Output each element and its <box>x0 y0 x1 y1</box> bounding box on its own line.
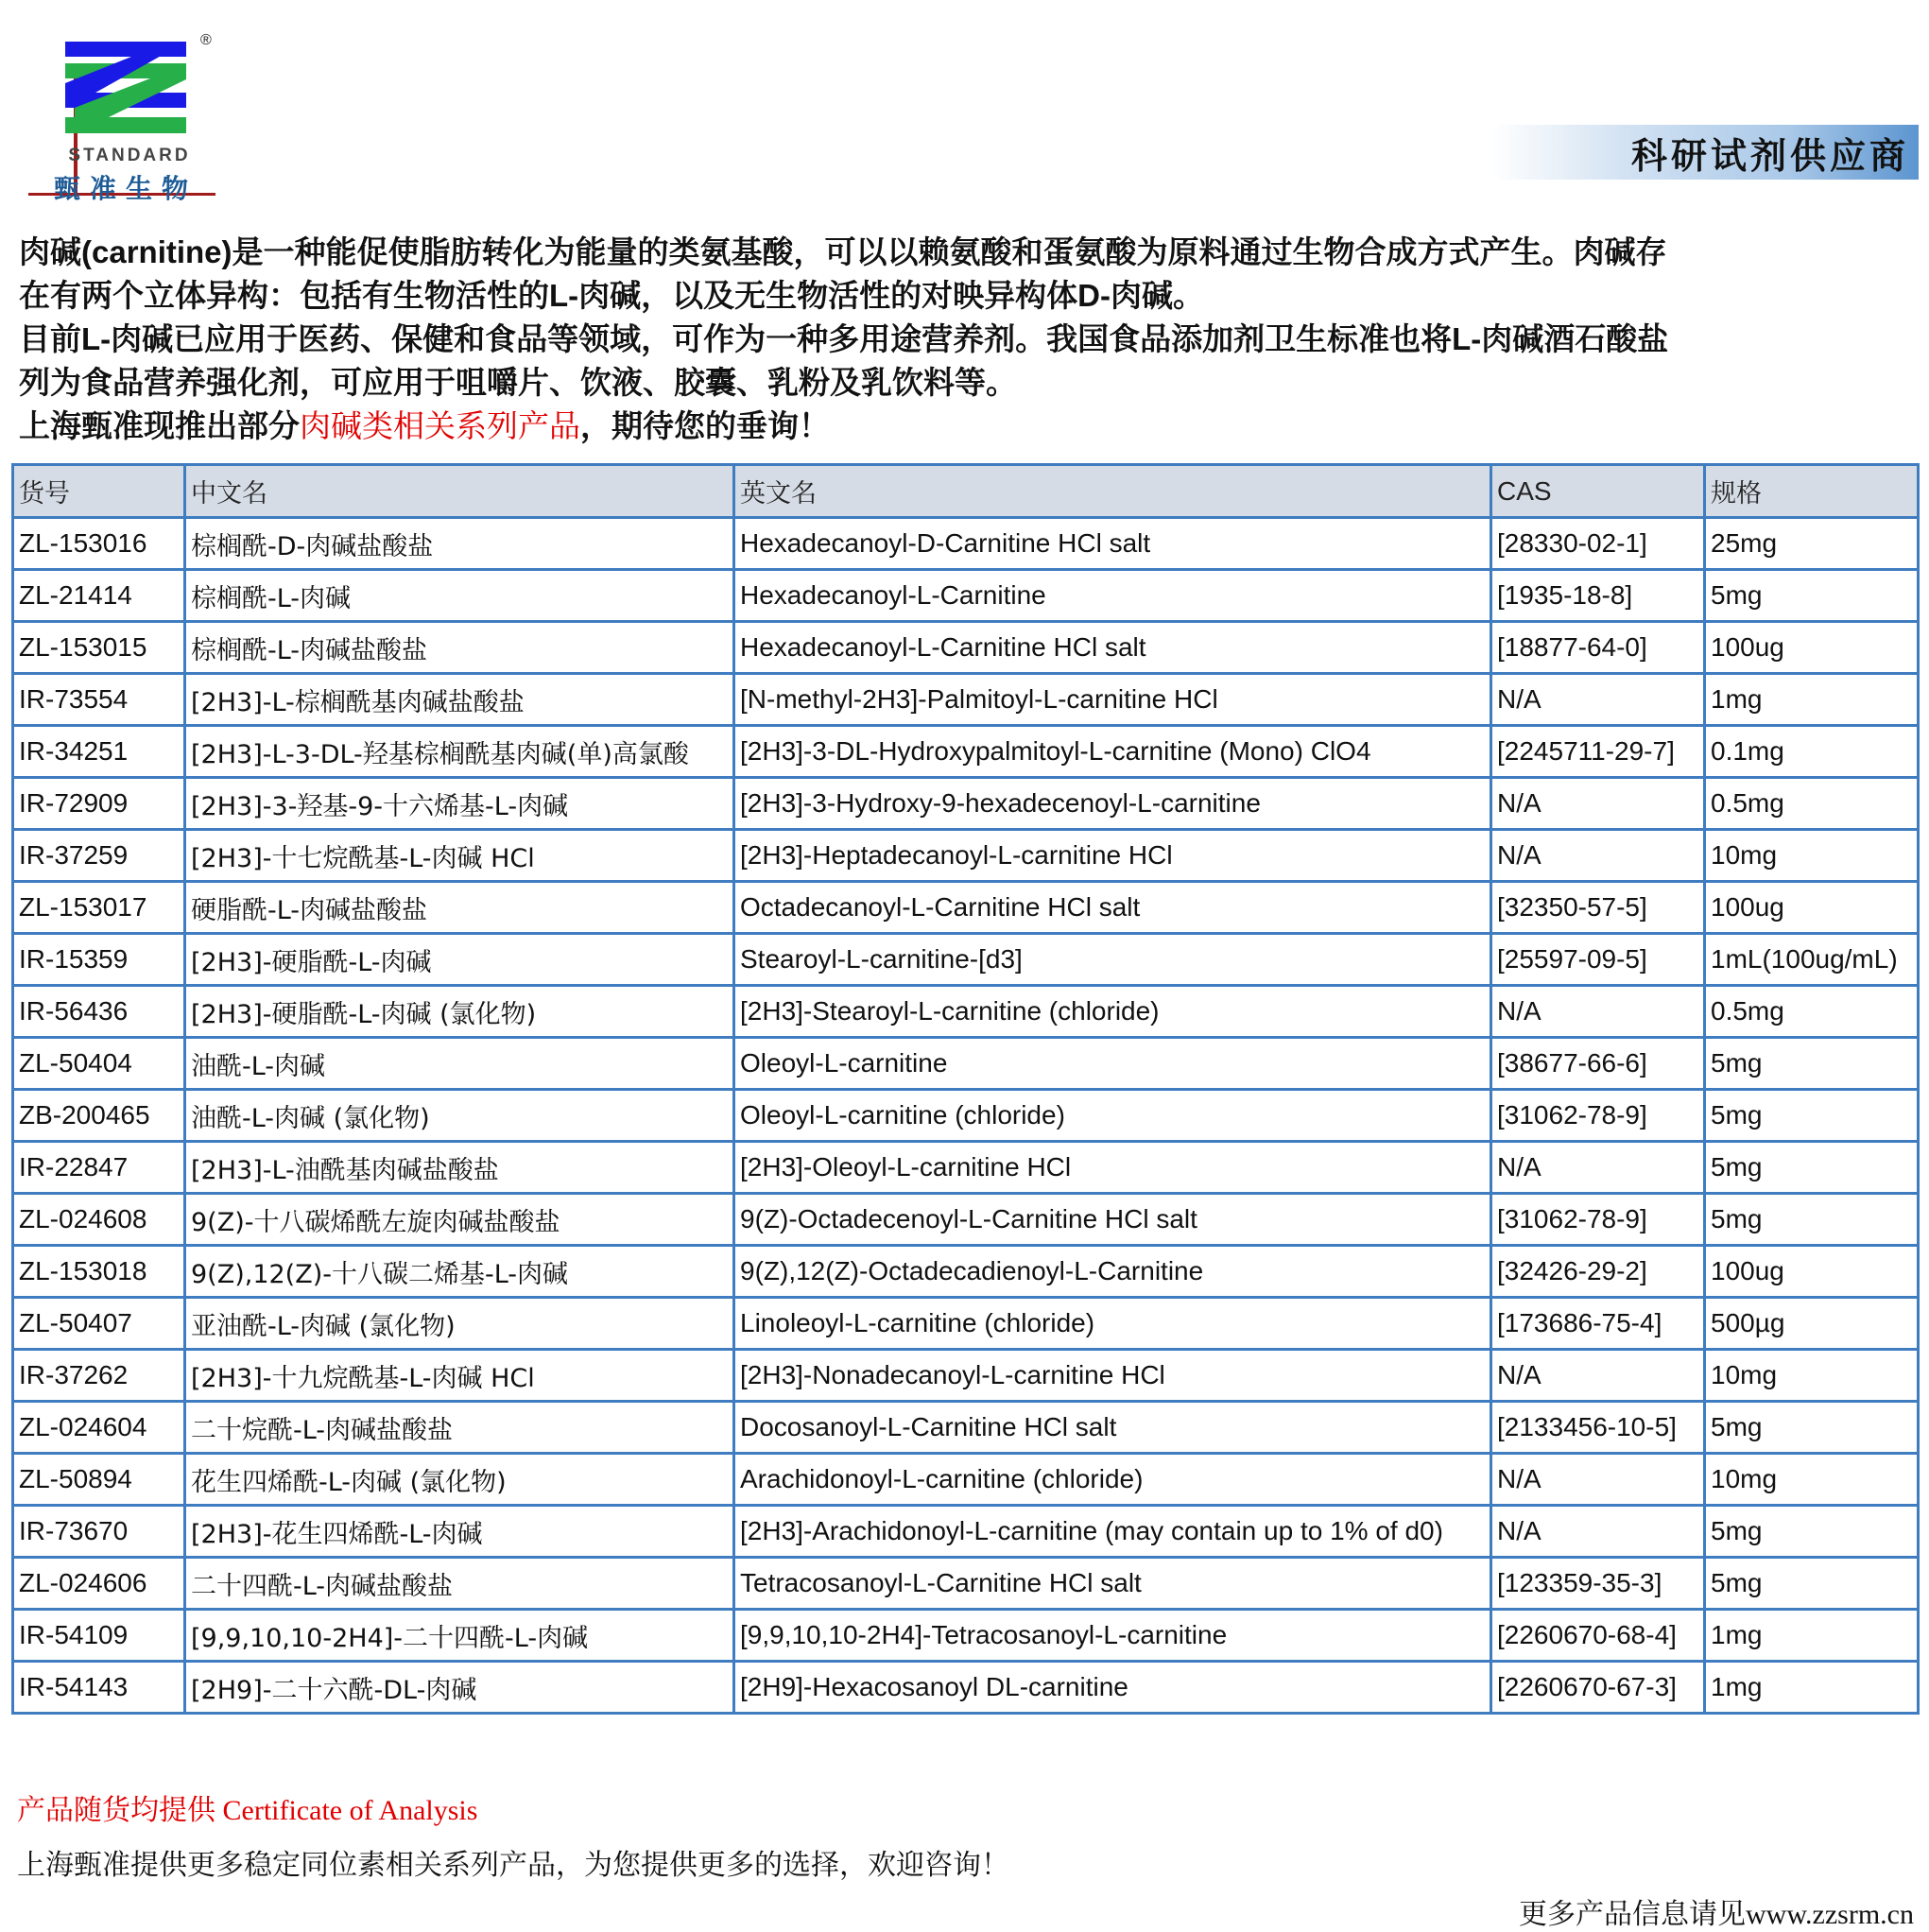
cell-chinese-name: 9(Z),12(Z)-十八碳二烯基-L-肉碱 <box>185 1246 734 1298</box>
cell-english-name: Arachidonoyl-L-carnitine (chloride) <box>734 1454 1491 1506</box>
cell-catalog-no: IR-34251 <box>13 726 185 778</box>
cell-cas: [2245711-29-7] <box>1491 726 1705 778</box>
cell-catalog-no: ZL-50894 <box>13 1454 185 1506</box>
intro-line-5 <box>19 405 1919 448</box>
cell-chinese-name: 硬脂酰-L-肉碱盐酸盐 <box>185 882 734 934</box>
cell-chinese-name: 9(Z)-十八碳烯酰左旋肉碱盐酸盐 <box>185 1194 734 1246</box>
table-row <box>13 1194 1919 1246</box>
cell-spec: 1mg <box>1705 1610 1919 1662</box>
cell-catalog-no: ZL-153018 <box>13 1246 185 1298</box>
table-row <box>13 1090 1919 1142</box>
cell-chinese-name: [2H3]-硬脂酰-L-肉碱 <box>185 934 734 986</box>
more-products-note: 上海甄准提供更多稳定同位素相关系列产品，为您提供更多的选择，欢迎咨询！ <box>17 1850 1009 1881</box>
logo-brand-cn: 甄准生物 <box>53 173 198 204</box>
intro-highlight: 肉碱类相关系列产品 <box>300 408 580 443</box>
cell-english-name: [2H3]-3-Hydroxy-9-hexadecenoyl-L-carnitine <box>734 778 1491 830</box>
cell-chinese-name: [9,9,10,10-2H4]-二十四酰-L-肉碱 <box>185 1610 734 1662</box>
cell-chinese-name: [2H3]-L-3-DL-羟基棕榈酰基肉碱(单)高氯酸 <box>185 726 734 778</box>
zz-logo-icon <box>65 42 186 136</box>
cell-catalog-no: ZB-200465 <box>13 1090 185 1142</box>
cell-chinese-name: 棕榈酰-L-肉碱盐酸盐 <box>185 622 734 674</box>
table-row <box>13 1298 1919 1350</box>
cell-chinese-name: 二十四酰-L-肉碱盐酸盐 <box>185 1558 734 1610</box>
cell-chinese-name: [2H9]-二十六酰-DL-肉碱 <box>185 1662 734 1714</box>
cell-catalog-no: ZL-50404 <box>13 1038 185 1090</box>
cell-chinese-name: 花生四烯酰-L-肉碱 (氯化物) <box>185 1454 734 1506</box>
cell-english-name: 9(Z),12(Z)-Octadecadienoyl-L-Carnitine <box>734 1246 1491 1298</box>
table-row <box>13 1662 1919 1714</box>
table-row <box>13 830 1919 882</box>
cell-cas: N/A <box>1491 830 1705 882</box>
header-english-name: 英文名 <box>734 465 1491 518</box>
supplier-banner <box>1491 125 1919 180</box>
cell-chinese-name: 亚油酰-L-肉碱 (氯化物) <box>185 1298 734 1350</box>
product-table <box>11 463 1920 1715</box>
cell-english-name: Stearoyl-L-carnitine-[d3] <box>734 934 1491 986</box>
intro-line-2: 在有两个立体异构：包括有生物活性的L-肉碱，以及无生物活性的对映异构体D-肉碱。 <box>19 278 1204 313</box>
cell-cas: [31062-78-9] <box>1491 1090 1705 1142</box>
cell-chinese-name: [2H3]-十九烷酰基-L-肉碱 HCl <box>185 1350 734 1402</box>
cell-spec: 5mg <box>1705 1506 1919 1558</box>
header-chinese-name: 中文名 <box>185 465 734 518</box>
cell-chinese-name: [2H3]-L-油酰基肉碱盐酸盐 <box>185 1142 734 1194</box>
table-row <box>13 726 1919 778</box>
header-cas: CAS <box>1491 465 1705 518</box>
intro-line-5-suffix: ，期待您的垂询！ <box>580 408 830 443</box>
table-row <box>13 622 1919 674</box>
cell-spec: 0.1mg <box>1705 726 1919 778</box>
header-catalog-no: 货号 <box>13 465 185 518</box>
cell-cas: N/A <box>1491 986 1705 1038</box>
cell-spec: 1mg <box>1705 1662 1919 1714</box>
cell-chinese-name: [2H3]-十七烷酰基-L-肉碱 HCl <box>185 830 734 882</box>
cell-english-name: Docosanoyl-L-Carnitine HCl salt <box>734 1402 1491 1454</box>
cell-spec: 100ug <box>1705 882 1919 934</box>
cell-spec: 5mg <box>1705 1194 1919 1246</box>
table-row <box>13 882 1919 934</box>
cell-spec: 5mg <box>1705 1402 1919 1454</box>
cell-english-name: [2H3]-Nonadecanoyl-L-carnitine HCl <box>734 1350 1491 1402</box>
table-body <box>13 518 1919 1714</box>
cell-english-name: Octadecanoyl-L-Carnitine HCl salt <box>734 882 1491 934</box>
cell-catalog-no: ZL-21414 <box>13 570 185 622</box>
cell-spec: 5mg <box>1705 1142 1919 1194</box>
cell-spec: 100ug <box>1705 622 1919 674</box>
cell-spec: 10mg <box>1705 1454 1919 1506</box>
cell-cas: [32350-57-5] <box>1491 882 1705 934</box>
cell-chinese-name: 棕榈酰-D-肉碱盐酸盐 <box>185 518 734 570</box>
intro-line-3: 目前L-肉碱已应用于医药、保健和食品等领域，可作为一种多用途营养剂。我国食品添加剂卫生标准也将L-肉碱酒石酸盐 <box>19 321 1669 356</box>
cell-english-name: [2H3]-3-DL-Hydroxypalmitoyl-L-carnitine (Mono) ClO4 <box>734 726 1491 778</box>
table-row <box>13 1402 1919 1454</box>
cell-catalog-no: IR-54143 <box>13 1662 185 1714</box>
cell-english-name: [9,9,10,10-2H4]-Tetracosanoyl-L-carnitine <box>734 1610 1491 1662</box>
cell-spec: 0.5mg <box>1705 778 1919 830</box>
table-row <box>13 778 1919 830</box>
intro-text <box>19 231 1919 448</box>
cell-catalog-no: IR-15359 <box>13 934 185 986</box>
cell-spec: 100ug <box>1705 1246 1919 1298</box>
cell-catalog-no: IR-22847 <box>13 1142 185 1194</box>
table-row <box>13 1558 1919 1610</box>
cell-cas: [38677-66-6] <box>1491 1038 1705 1090</box>
cell-spec: 10mg <box>1705 1350 1919 1402</box>
cell-spec: 1mg <box>1705 674 1919 726</box>
cell-catalog-no: ZL-024606 <box>13 1558 185 1610</box>
cell-cas: [2260670-68-4] <box>1491 1610 1705 1662</box>
cell-catalog-no: IR-37259 <box>13 830 185 882</box>
cell-cas: [2260670-67-3] <box>1491 1662 1705 1714</box>
cell-cas: N/A <box>1491 674 1705 726</box>
intro-line-4: 列为食品营养强化剂，可应用于咀嚼片、饮液、胶囊、乳粉及乳饮料等。 <box>19 365 1017 400</box>
cell-english-name: Tetracosanoyl-L-Carnitine HCl salt <box>734 1558 1491 1610</box>
table-row <box>13 674 1919 726</box>
cell-catalog-no: ZL-024608 <box>13 1194 185 1246</box>
table-row <box>13 570 1919 622</box>
cell-spec: 1mL(100ug/mL) <box>1705 934 1919 986</box>
cell-cas: [18877-64-0] <box>1491 622 1705 674</box>
cell-spec: 500µg <box>1705 1298 1919 1350</box>
table-row <box>13 1038 1919 1090</box>
cell-cas: N/A <box>1491 1454 1705 1506</box>
cell-chinese-name: 二十烷酰-L-肉碱盐酸盐 <box>185 1402 734 1454</box>
cell-spec: 25mg <box>1705 518 1919 570</box>
registered-mark: ® <box>200 32 212 48</box>
cell-cas: N/A <box>1491 1350 1705 1402</box>
cell-catalog-no: IR-73554 <box>13 674 185 726</box>
cell-catalog-no: IR-72909 <box>13 778 185 830</box>
cell-english-name: [2H3]-Arachidonoyl-L-carnitine (may contain up to 1% of d0) <box>734 1506 1491 1558</box>
cell-catalog-no: ZL-024604 <box>13 1402 185 1454</box>
cell-cas: [1935-18-8] <box>1491 570 1705 622</box>
cell-cas: [32426-29-2] <box>1491 1246 1705 1298</box>
cell-english-name: Hexadecanoyl-L-Carnitine <box>734 570 1491 622</box>
banner-text: 科研试剂供应商 <box>1630 133 1909 177</box>
table-row <box>13 1246 1919 1298</box>
cell-catalog-no: IR-54109 <box>13 1610 185 1662</box>
cell-chinese-name: [2H3]-花生四烯酰-L-肉碱 <box>185 1506 734 1558</box>
cell-chinese-name: 油酰-L-肉碱 <box>185 1038 734 1090</box>
cell-english-name: [2H3]-Stearoyl-L-carnitine (chloride) <box>734 986 1491 1038</box>
cell-cas: N/A <box>1491 1506 1705 1558</box>
table-row <box>13 986 1919 1038</box>
cell-catalog-no: IR-37262 <box>13 1350 185 1402</box>
cell-catalog-no: ZL-153016 <box>13 518 185 570</box>
table-row <box>13 1506 1919 1558</box>
cell-cas: [25597-09-5] <box>1491 934 1705 986</box>
cell-spec: 5mg <box>1705 1558 1919 1610</box>
cell-english-name: [2H3]-Heptadecanoyl-L-carnitine HCl <box>734 830 1491 882</box>
cell-catalog-no: ZL-153015 <box>13 622 185 674</box>
cell-chinese-name: [2H3]-L-棕榈酰基肉碱盐酸盐 <box>185 674 734 726</box>
table-row <box>13 518 1919 570</box>
cell-cas: [2133456-10-5] <box>1491 1402 1705 1454</box>
cell-chinese-name: 油酰-L-肉碱 (氯化物) <box>185 1090 734 1142</box>
intro-line-1: 肉碱(carnitine)是一种能促使脂肪转化为能量的类氨基酸，可以以赖氨酸和蛋氨酸为原料通过生物合成方式产生。肉碱存 <box>19 234 1667 269</box>
header-spec: 规格 <box>1705 465 1919 518</box>
cell-english-name: Oleoyl-L-carnitine (chloride) <box>734 1090 1491 1142</box>
cell-cas: [31062-78-9] <box>1491 1194 1705 1246</box>
cell-spec: 0.5mg <box>1705 986 1919 1038</box>
cell-cas: N/A <box>1491 1142 1705 1194</box>
cell-english-name: [N-methyl-2H3]-Palmitoyl-L-carnitine HCl <box>734 674 1491 726</box>
table-row <box>13 1142 1919 1194</box>
cell-catalog-no: ZL-153017 <box>13 882 185 934</box>
website-link[interactable]: 更多产品信息请见www.zzsrm.cn <box>1519 1899 1914 1930</box>
cell-english-name: Hexadecanoyl-D-Carnitine HCl salt <box>734 518 1491 570</box>
table-row <box>13 1610 1919 1662</box>
cell-english-name: 9(Z)-Octadecenoyl-L-Carnitine HCl salt <box>734 1194 1491 1246</box>
cell-catalog-no: IR-73670 <box>13 1506 185 1558</box>
logo-brand-en: STANDARD <box>68 146 191 165</box>
cell-chinese-name: [2H3]-3-羟基-9-十六烯基-L-肉碱 <box>185 778 734 830</box>
cell-spec: 10mg <box>1705 830 1919 882</box>
table-row <box>13 1350 1919 1402</box>
cell-chinese-name: [2H3]-硬脂酰-L-肉碱 (氯化物) <box>185 986 734 1038</box>
cell-english-name: Oleoyl-L-carnitine <box>734 1038 1491 1090</box>
intro-line-5-prefix: 上海甄准现推出部分 <box>19 408 300 443</box>
cell-cas: N/A <box>1491 778 1705 830</box>
cell-catalog-no: ZL-50407 <box>13 1298 185 1350</box>
cell-english-name: Hexadecanoyl-L-Carnitine HCl salt <box>734 622 1491 674</box>
company-logo <box>25 28 223 204</box>
cell-cas: [28330-02-1] <box>1491 518 1705 570</box>
table-row <box>13 1454 1919 1506</box>
cell-english-name: [2H3]-Oleoyl-L-carnitine HCl <box>734 1142 1491 1194</box>
cell-cas: [173686-75-4] <box>1491 1298 1705 1350</box>
cell-cas: [123359-35-3] <box>1491 1558 1705 1610</box>
cell-spec: 5mg <box>1705 570 1919 622</box>
cell-spec: 5mg <box>1705 1090 1919 1142</box>
cell-english-name: [2H9]-Hexacosanoyl DL-carnitine <box>734 1662 1491 1714</box>
cell-chinese-name: 棕榈酰-L-肉碱 <box>185 570 734 622</box>
table-header-row <box>13 465 1919 518</box>
table-row <box>13 934 1919 986</box>
cell-catalog-no: IR-56436 <box>13 986 185 1038</box>
cell-spec: 5mg <box>1705 1038 1919 1090</box>
cell-english-name: Linoleoyl-L-carnitine (chloride) <box>734 1298 1491 1350</box>
coa-note: 产品随货均提供 Certificate of Analysis <box>17 1795 478 1826</box>
